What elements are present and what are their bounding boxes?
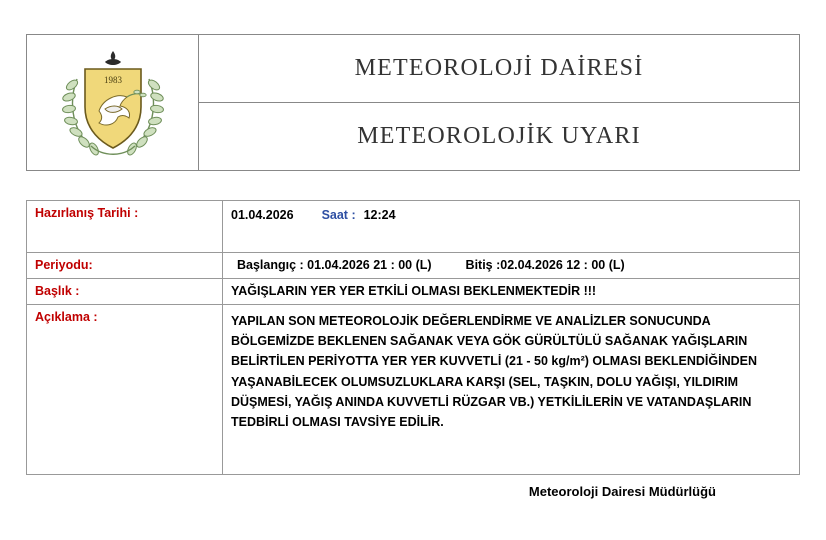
period-value <box>223 253 799 278</box>
cyprus-state-crest-icon <box>61 45 165 161</box>
headline-value: YAĞIŞLARIN YER YER ETKİLİ OLMASI BEKLENMEKTEDİR !!! <box>231 283 597 298</box>
warning-details-table <box>26 200 800 475</box>
table-row-period <box>27 253 799 279</box>
document-header <box>26 34 800 171</box>
department-title-row <box>199 35 799 103</box>
period-label: Periyodu: <box>27 253 223 278</box>
warning-title-row <box>199 103 799 170</box>
prepared-date: 01.04.2026 <box>231 208 294 222</box>
description-label: Açıklama : <box>27 305 223 474</box>
table-row-prepared <box>27 201 799 253</box>
prepared-time: 12:24 <box>363 208 396 222</box>
headline-label: Başlık : <box>27 279 223 304</box>
prepared-date-label: Hazırlanış Tarihi : <box>27 201 223 252</box>
period-end: Bitiş :02.04.2026 12 : 00 (L) <box>465 258 625 272</box>
svg-text:1983: 1983 <box>103 74 122 85</box>
table-row-description <box>27 305 799 475</box>
header-titles <box>199 35 799 170</box>
signature-line: Meteoroloji Dairesi Müdürlüğü <box>528 484 716 499</box>
department-title: METEOROLOJİ DAİRESİ <box>354 55 644 81</box>
period-start: Başlangıç : 01.04.2026 21 : 00 (L) <box>237 258 432 272</box>
prepared-date-value <box>223 201 799 252</box>
warning-title: METEOROLOJİK UYARI <box>357 123 641 149</box>
table-row-headline <box>27 279 799 305</box>
crest-cell <box>27 35 199 170</box>
prepared-time-label: Saat : <box>321 208 356 222</box>
description-value: YAPILAN SON METEOROLOJİK DEĞERLENDİRME VE ANALİZLER SONUCUNDA BÖLGEMİZDE BEKLENEN SAĞANAK VEYA GÖK GÜRÜLTÜLÜ SAĞANAK YAĞIŞLARIN BELİRTİLEN PERİYOTTA YER YER KUVVETLİ (21 - 50 kg/m²) OLMASI BEKLENDİĞİNDEN YAŞANABİLECEK OLUMSUZLUKLARA KARŞI (SEL, TAŞKIN, DOLU YAĞIŞI, YILDIRIM DÜŞMESİ, YAĞIŞ ANINDA KUVVETLİ RÜZGAR VB.) YETKİLİLERİN VE VATANDAŞLARIN TEDBİRLİ OLMASI TAVSİYE EDİLİR. <box>231 313 757 429</box>
